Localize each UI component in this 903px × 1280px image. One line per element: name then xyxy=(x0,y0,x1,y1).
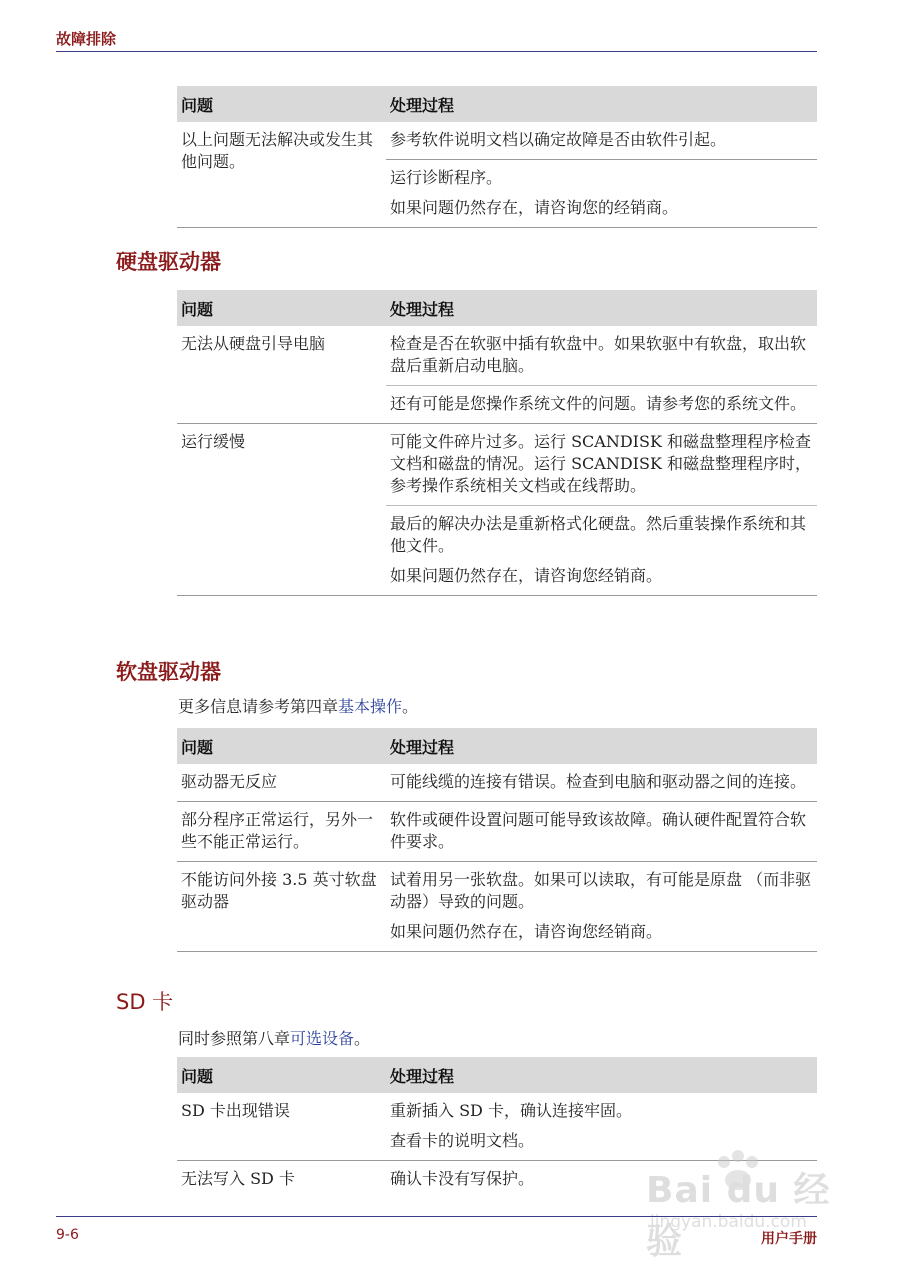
procedure-step: 查看卡的说明文档。 xyxy=(390,1131,535,1150)
problem-cell: 无法写入 SD 卡 xyxy=(181,1169,295,1188)
table-row xyxy=(177,424,817,506)
col-header-problem: 问题 xyxy=(177,290,386,326)
problem-cell: 无法从硬盘引导电脑 xyxy=(177,326,386,424)
watermark-text: Bai du 经验 xyxy=(646,1170,831,1262)
fdd-intro-link[interactable]: 基本操作 xyxy=(338,697,403,716)
col-header-problem: 问题 xyxy=(177,728,386,764)
procedure-step: 可能线缆的连接有错误。检查到电脑和驱动器之间的连接。 xyxy=(390,772,807,791)
procedure-step: 如果问题仍然存在，请咨询您经销商。 xyxy=(390,566,663,585)
fdd-intro-end: 。 xyxy=(402,697,419,716)
page-header-title: 故障排除 xyxy=(56,30,117,48)
procedure-step: 确认卡没有写保护。 xyxy=(390,1169,535,1188)
header-rule xyxy=(56,51,817,52)
footer-rule xyxy=(56,1216,817,1217)
col-header-procedure: 处理过程 xyxy=(386,1057,817,1093)
procedure-cell xyxy=(386,326,817,386)
section-title-fdd: 软盘驱动器 xyxy=(116,660,221,684)
problem-cell: 不能访问外接 3.5 英寸软盘驱动器 xyxy=(177,862,386,952)
baidu-watermark xyxy=(640,1148,850,1262)
sd-intro-link[interactable]: 可选设备 xyxy=(290,1029,355,1048)
table-row xyxy=(177,326,817,386)
procedure-step: 最后的解决办法是重新格式化硬盘。然后重装操作系统和其他文件。 xyxy=(390,514,807,555)
problem-cell: 运行缓慢 xyxy=(177,424,386,596)
footer-page-number: 9-6 xyxy=(56,1227,79,1243)
footer-doc-title: 用户手册 xyxy=(761,1231,817,1247)
col-header-problem: 问题 xyxy=(177,86,386,122)
fdd-intro-text: 更多信息请参考第四章 xyxy=(178,697,339,716)
procedure-cell xyxy=(386,386,817,424)
watermark-url: jingyan.baidu.com xyxy=(650,1212,807,1232)
sd-intro-text: 同时参照第八章 xyxy=(178,1029,291,1048)
procedure-step: 重新插入 SD 卡，确认连接牢固。 xyxy=(390,1101,632,1120)
table-row xyxy=(177,802,817,862)
fdd-intro xyxy=(178,694,418,717)
procedure-step: 可能文件碎片过多。运行 SCANDISK 和磁盘整理程序检查文档和磁盘的情况。运行 SCANDISK 和磁盘整理程序时，参考操作系统相关文档或在线帮助。 xyxy=(390,432,811,495)
procedure-step: 试着用另一张软盘。如果可以读取，有可能是原盘 （而非驱动器）导致的问题。 xyxy=(390,870,812,911)
procedure-cell xyxy=(386,122,817,160)
procedure-cell xyxy=(386,802,817,862)
sd-intro-end: 。 xyxy=(354,1029,371,1048)
table-row xyxy=(177,122,817,160)
table-hdd xyxy=(177,290,817,596)
col-header-procedure: 处理过程 xyxy=(386,290,817,326)
section-title-sd: SD 卡 xyxy=(116,990,174,1014)
sd-intro xyxy=(178,1026,370,1049)
procedure-step: 还有可能是您操作系统文件的问题。请参考您的系统文件。 xyxy=(390,394,807,413)
table-fdd xyxy=(177,728,817,952)
procedure-step: 运行诊断程序。 xyxy=(390,168,503,187)
procedure-step: 如果问题仍然存在，请咨询您经销商。 xyxy=(390,922,663,941)
col-header-problem: 问题 xyxy=(177,1057,386,1093)
problem-cell: 以上问题无法解决或发生其他问题。 xyxy=(177,122,386,228)
procedure-cell xyxy=(386,160,817,228)
table-row xyxy=(177,862,817,952)
procedure-cell xyxy=(386,506,817,596)
table-general xyxy=(177,86,817,228)
procedure-step: 参考软件说明文档以确定故障是否由软件引起。 xyxy=(390,130,727,149)
procedure-step: 如果问题仍然存在，请咨询您的经销商。 xyxy=(390,198,679,217)
procedure-step: 软件或硬件设置问题可能导致该故障。确认硬件配置符合软件要求。 xyxy=(390,810,807,851)
procedure-cell xyxy=(386,424,817,506)
problem-cell: SD 卡出现错误 xyxy=(177,1093,386,1161)
procedure-cell xyxy=(386,764,817,802)
col-header-procedure: 处理过程 xyxy=(386,86,817,122)
problem-cell: 部分程序正常运行，另外一些不能正常运行。 xyxy=(177,802,386,862)
problem-cell: 驱动器无反应 xyxy=(177,764,386,802)
section-title-hdd: 硬盘驱动器 xyxy=(116,250,221,274)
table-row xyxy=(177,764,817,802)
procedure-cell xyxy=(386,862,817,952)
col-header-procedure: 处理过程 xyxy=(386,728,817,764)
procedure-step: 检查是否在软驱中插有软盘中。如果软驱中有软盘，取出软盘后重新启动电脑。 xyxy=(390,334,807,375)
